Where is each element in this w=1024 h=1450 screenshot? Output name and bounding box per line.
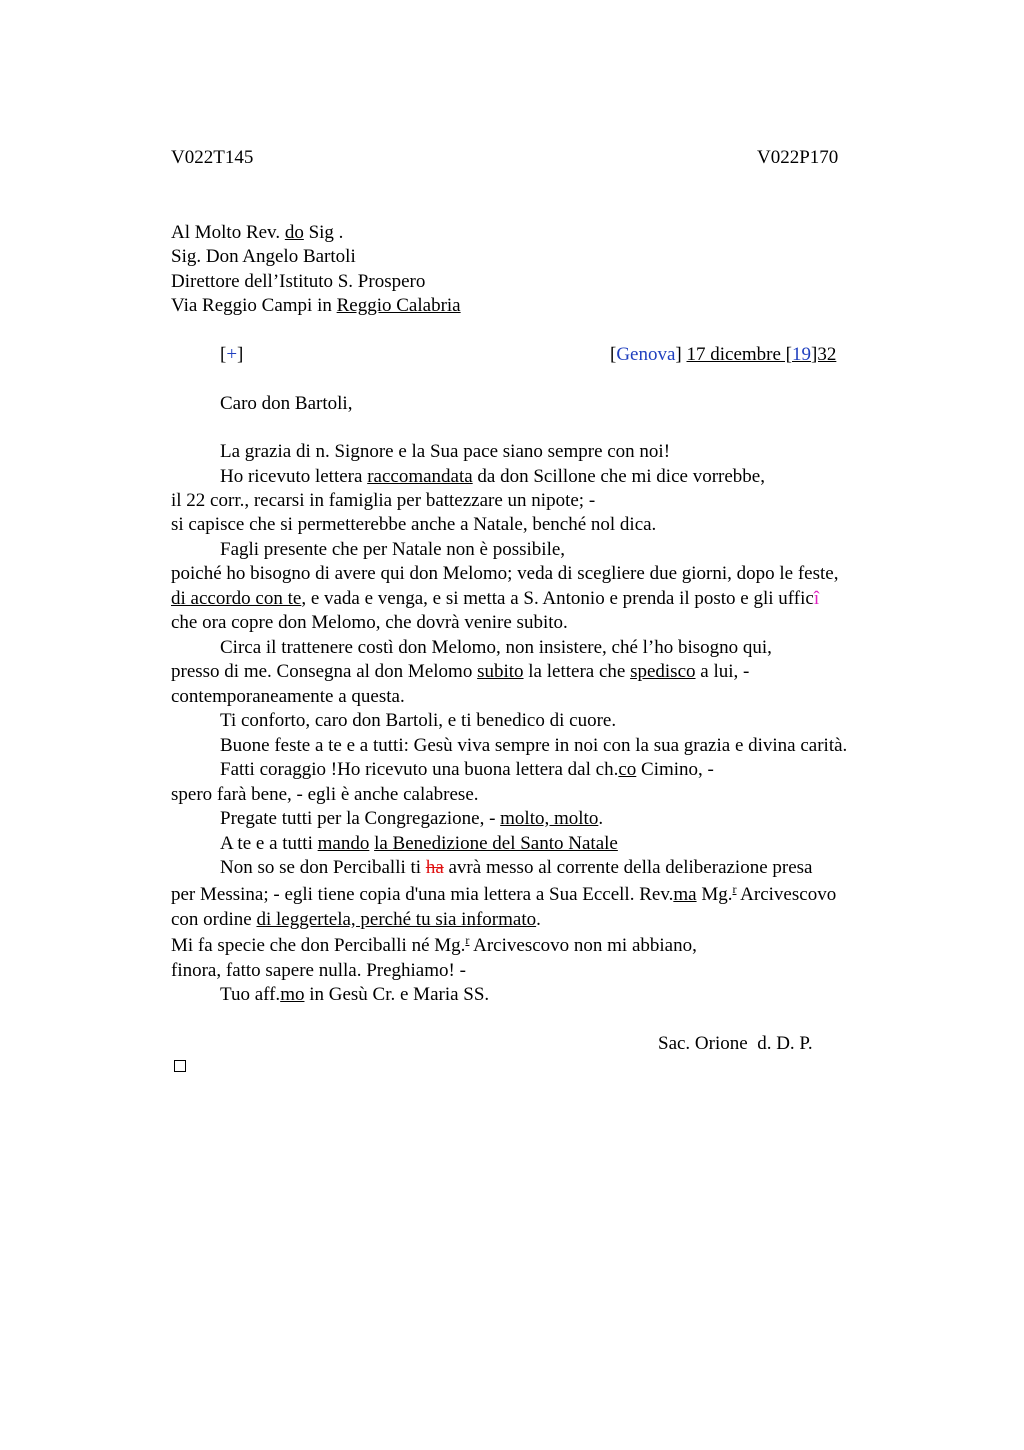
body-line: Fatti coraggio !Ho ricevuto una buona lettera dal ch.co Cimino, - bbox=[220, 759, 714, 780]
body-line: spero farà bene, - egli è anche calabrese. bbox=[171, 784, 479, 805]
body-line: Pregate tutti per la Congregazione, - molto, molto. bbox=[220, 808, 604, 829]
address-line: Via Reggio Campi in Reggio Calabria bbox=[171, 295, 461, 316]
body-line: Buone feste a te e a tutti: Gesù viva sempre in noi con la sua grazia e divina carità. bbox=[220, 735, 848, 756]
address-line: Direttore dell’Istituto S. Prospero bbox=[171, 271, 426, 292]
body-line: Mi fa specie che don Perciballi né Mg.$^r$ Arcivescovo non mi abbiano, bbox=[171, 933, 697, 956]
body-line: presso di me. Consegna al don Melomo subito la lettera che spedisco a lui, - bbox=[171, 661, 750, 682]
body-line: con ordine di leggertela, perché tu sia informato. bbox=[171, 909, 541, 930]
body-line: Tuo aff.mo in Gesù Cr. e Maria SS. bbox=[220, 984, 490, 1005]
doc-code-right: V022P170 bbox=[757, 147, 839, 168]
doc-code-left: V022T145 bbox=[171, 147, 254, 168]
body-line: Ho ricevuto lettera raccomandata da don Scillone che mi dice vorrebbe, bbox=[220, 466, 765, 487]
body-line: A te e a tutti mando la Benedizione del Santo Natale bbox=[220, 833, 618, 854]
struck-word: ha bbox=[425, 857, 444, 878]
body-line: Non so se don Perciballi ti ha avrà messo al corrente della deliberazione presa bbox=[220, 857, 813, 878]
body-line: il 22 corr., recarsi in famiglia per battezzare un nipote; - bbox=[171, 490, 596, 511]
dateline: [Genova] 17 dicembre [19]32 bbox=[610, 344, 837, 365]
greeting: Caro don Bartoli, bbox=[220, 393, 353, 414]
body-line: La grazia di n. Signore e la Sua pace siano sempre con noi! bbox=[220, 441, 671, 462]
body-line: poiché ho bisogno di avere qui don Melomo; veda di scegliere due giorni, dopo le feste, bbox=[171, 563, 839, 584]
address-line: Sig. Don Angelo Bartoli bbox=[171, 246, 356, 267]
body-line: Ti conforto, caro don Bartoli, e ti benedico di cuore. bbox=[220, 710, 617, 731]
cross-mark: [+] bbox=[220, 344, 244, 365]
body-line: finora, fatto sapere nulla. Preghiamo! - bbox=[171, 960, 466, 981]
address-line: Al Molto Rev. do Sig . bbox=[171, 222, 344, 243]
body-line: Fagli presente che per Natale non è possibile, bbox=[220, 539, 566, 560]
body-line: per Messina; - egli tiene copia d'una mia lettera a Sua Eccell. Rev.ma Mg.$^r$ Arcivescovo bbox=[171, 882, 837, 905]
signature: Sac. Orione d. D. P. bbox=[658, 1033, 813, 1054]
body-line: contemporaneamente a questa. bbox=[171, 686, 405, 707]
body-line: Circa il trattenere costì don Melomo, non insistere, ché l’ho bisogno qui, bbox=[220, 637, 772, 658]
body-line: di accordo con te, e vada e venga, e si metta a S. Antonio e prenda il posto e gli ufficî bbox=[171, 588, 820, 609]
empty-box-glyph bbox=[174, 1060, 186, 1072]
body-line: si capisce che si permetterebbe anche a Natale, benché nol dica. bbox=[171, 514, 657, 535]
body-line: che ora copre don Melomo, che dovrà venire subito. bbox=[171, 612, 568, 633]
